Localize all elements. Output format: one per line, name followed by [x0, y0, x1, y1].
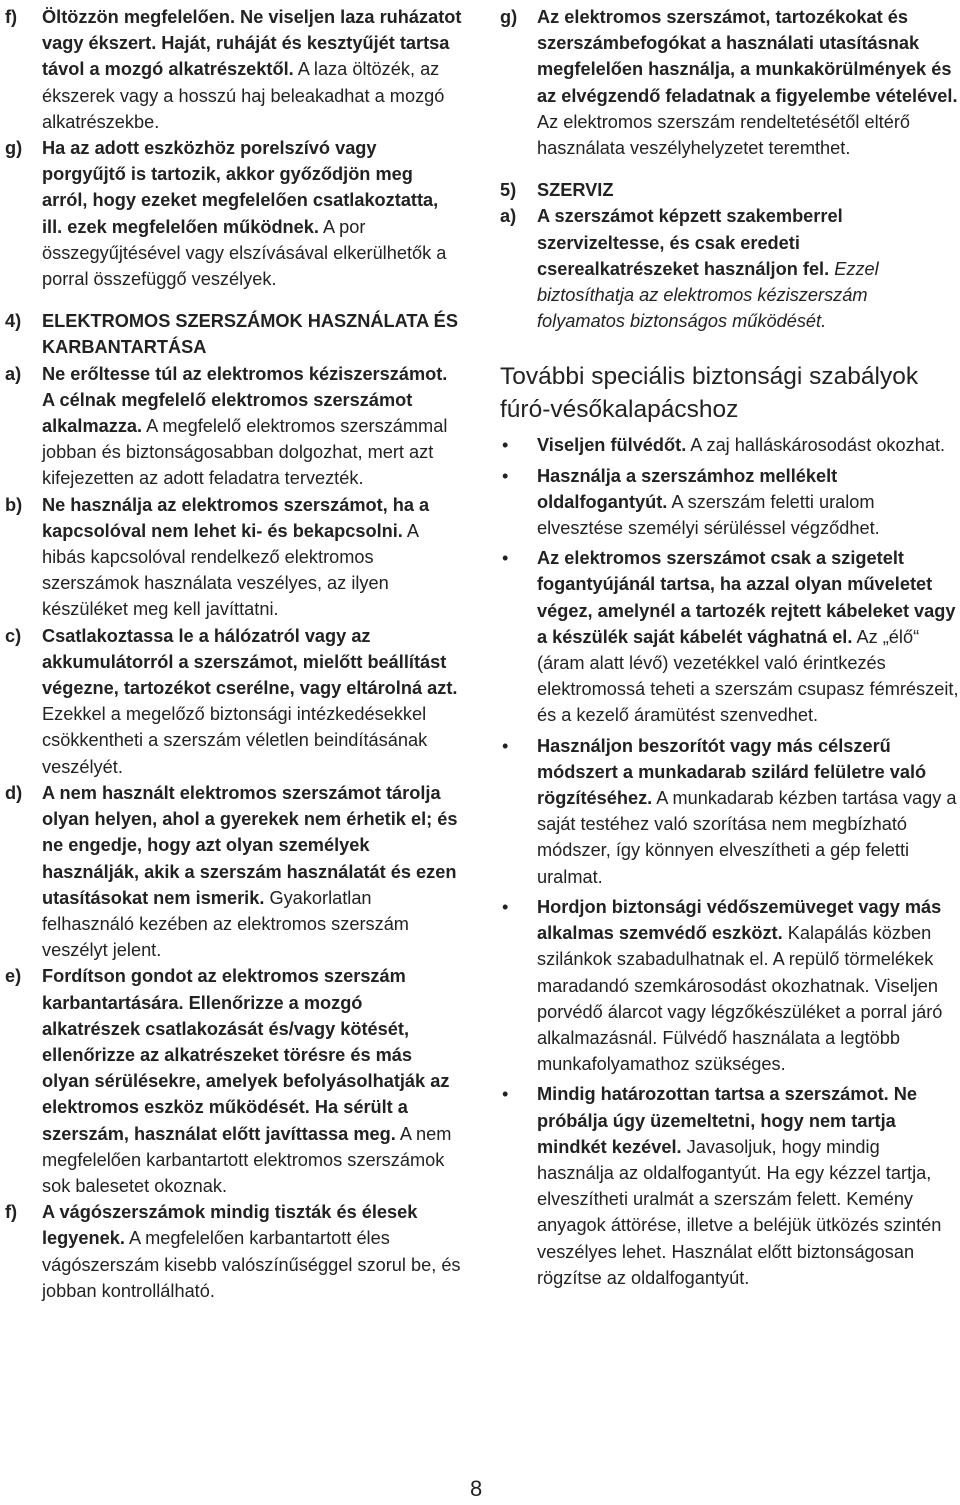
instruction-a-service: [500, 203, 960, 334]
instruction-b-switch: [5, 492, 462, 623]
item-bold-text: A vágószerszámok mindig tiszták és élesek legyenek.: [42, 1202, 418, 1249]
bullet-clamp-workpiece: [500, 733, 960, 890]
item-bold-text: Ha az adott eszközhöz porelszívó vagy porgyűjtő is tartozik, akkor győződjön meg arról, hogy ezeket megfelelően csatlakoztatta, ill. ezek megfelelően működnek.: [42, 138, 439, 237]
bullet-marker: •: [502, 735, 509, 756]
section-title: ELEKTROMOS SZERSZÁMOK HASZNÁLATA ÉS KARBANTARTÁSA: [42, 311, 458, 358]
section-heading-5: [500, 177, 960, 203]
item-italic-text: Ezzel biztosíthatja az elektromos kéziszerszám folyamatos biztonságos működését.: [537, 258, 879, 332]
bullet-bold-text: Használja a szerszámhoz mellékelt oldalfogantyút.: [537, 465, 838, 512]
right-column: [500, 0, 960, 1291]
item-bold-text: Ne használja az elektromos szerszámot, ha a kapcsolóval nem lehet ki- és bekapcsolni.: [42, 494, 430, 541]
item-normal-text: A laza öltözék, az ékszerek vagy a hosszú haj beleakadhat a mozgó alkatrészekbe.: [42, 59, 445, 132]
instruction-e-maintenance: [5, 963, 462, 1199]
item-label: d): [5, 782, 23, 803]
section-heading-4: [5, 308, 462, 360]
item-bold-text: Az elektromos szerszámot, tartozékokat és szerszámbefogókat a használati utasításnak megfelelően használja, a munkakörülmények és az elvégzendő feladatnak a figyelembe vételével.: [537, 7, 958, 106]
item-label: a): [500, 206, 517, 227]
instruction-a-no-force: [5, 361, 462, 492]
bullet-marker: •: [502, 435, 509, 456]
item-bold-text: Öltözzön megfelelően. Ne viseljen laza ruházatot vagy ékszert. Haját, ruháját és kesztyűjét tartsa távol a mozgó alkatrészektől.: [42, 7, 462, 80]
item-label: b): [5, 494, 23, 515]
item-normal-text: A nem megfelelően karbantartott elektromos szerszámok sok balesetet okoznak.: [42, 1123, 452, 1196]
bullet-bold-text: Mindig határozottan tartsa a szerszámot. Ne próbálja úgy üzemeltetni, hogy nem tartja mindkét kezével.: [537, 1084, 917, 1157]
instruction-g-proper-use: [500, 4, 960, 161]
item-normal-text: A hibás kapcsolóval rendelkező elektromos szerszámok használata veszélyes, az ilyen készüléket meg kell javíttatni.: [42, 520, 419, 620]
item-normal-text: A megfelelő elektromos szerszámmal jobban és biztonságosabban dolgozhat, mert azt kifejezetten az adott feladatra tervezték.: [42, 416, 448, 489]
item-label: f): [5, 7, 18, 27]
bullet-two-hand-grip: [500, 1081, 960, 1291]
item-bold-text: Ne erőltesse túl az elektromos kéziszerszámot. A célnak megfelelő elektromos szerszámot alkalmazza.: [42, 363, 448, 437]
section-number: 4): [5, 311, 22, 332]
bullet-side-handle: [500, 463, 960, 542]
bullet-normal-text: A munkadarab kézben tartása vagy a saját testéhez való szorítása nem megbízható módszer, így könnyen elveszítheti a gép feletti uralmat.: [537, 788, 957, 887]
item-label: g): [500, 7, 518, 27]
item-bold-text: Csatlakoztassa le a hálózatról vagy az akkumulátorról a szerszámot, mielőtt beállítást végezne, tartozékot cserélne, vagy eltárolná azt.: [42, 625, 458, 699]
item-normal-text: A por összegyűjtésével vagy elszívásával elkerülhetők a porral összefüggő veszélyek.: [42, 216, 447, 290]
bullet-marker: •: [502, 1084, 509, 1105]
item-label: e): [5, 966, 22, 987]
item-normal-text: Gyakorlatlan felhasználó kezében az elektromos szerszám veszélyt jelent.: [42, 887, 409, 961]
special-rules-title: További speciális biztonsági szabályok fúró-vésőkalapácshoz: [500, 363, 919, 424]
bullet-bold-text: Az elektromos szerszámot csak a szigetelt fogantyújánál tartsa, ha azzal olyan műveletet végez, amelynél a tartozék rejtett kábeleket vagy a készülék saját kábelét vághatná el.: [537, 548, 956, 647]
instruction-c-disconnect: [5, 623, 462, 780]
item-label: g): [5, 138, 23, 159]
item-bold-text: A nem használt elektromos szerszámot tárolja olyan helyen, ahol a gyerekek nem érhetik el; és ne engedje, hogy azt olyan személyek használják, akik a szerszám használatát és ezen utasításokat nem ismerik.: [42, 782, 458, 908]
item-normal-text: A megfelelően karbantartott éles vágószerszám kisebb valószínűséggel szorul be, és jobban kontrollálható.: [42, 1228, 461, 1301]
bullet-marker: •: [502, 465, 509, 486]
bullet-hearing-protection: [500, 432, 960, 458]
left-column: [5, 0, 462, 1304]
item-label: a): [5, 363, 22, 384]
instruction-g-dust: [5, 135, 462, 292]
item-bold-text: A szerszámot képzett szakemberrel szervizeltesse, és csak eredeti cserealkatrészeket használjon fel.: [537, 206, 843, 279]
bullet-bold-text: Viseljen fülvédőt.: [537, 435, 687, 456]
bullet-bold-text: Használjon beszorítót vagy más célszerű módszert a munkadarab szilárd felületre való rögzítéséhez.: [537, 735, 927, 809]
bullet-bold-text: Hordjon biztonsági védőszemüveget vagy más alkalmas szemvédő eszközt.: [537, 896, 942, 944]
instruction-f-clothing: [5, 4, 462, 135]
bullet-normal-text: Az „élő“ (áram alatt lévő) vezetékkel való érintkezés elektromossá teheti a szerszám csupasz fémrészeit, és a kezelő áramütést szenvedhet.: [537, 626, 959, 726]
bullet-normal-text: Kalapálás közben szilánkok szabadulhatnak el. A repülő törmelékek maradandó szemkárosodást okozhatnak. Viseljen porvédő álarcot vagy légzőkészüléket a porral járó alkalmazásnál. Fülvédő használata a legtöbb munkafolyamathoz szükséges.: [537, 923, 943, 1075]
bullet-insulated-grip: [500, 545, 960, 728]
bullet-normal-text: Javasoljuk, hogy mindig használja az oldalfogantyút. Ha egy kézzel tartja, elveszítheti uralmát a szerszám felett. Kemény anyagok áttörése, illetve a beléjük ütközés szintén veszélyes lehet. Használat előtt biztonságosan rögzítse az oldalfogantyút.: [537, 1136, 942, 1288]
section-number: 5): [500, 180, 517, 201]
item-normal-text: Az elektromos szerszám rendeltetésétől eltérő használata veszélyhelyzetet teremthet.: [537, 111, 911, 159]
item-label: c): [5, 625, 22, 646]
item-label: f): [5, 1202, 18, 1223]
section-title: SZERVIZ: [537, 180, 614, 201]
instruction-d-storage: [5, 780, 462, 963]
bullet-eye-protection: [500, 894, 960, 1077]
bullet-normal-text: A szerszám feletti uralom elvesztése személyi sérüléssel végződhet.: [537, 491, 880, 539]
item-normal-text: Ezekkel a megelőző biztonsági intézkedésekkel csökkentheti a szerszám véletlen beindításának veszélyét.: [42, 704, 428, 777]
bullet-marker: •: [502, 548, 509, 569]
bullet-normal-text: A zaj halláskárosodást okozhat.: [686, 435, 946, 456]
instruction-f-cutting-tools: [5, 1199, 462, 1304]
page-number: 8: [470, 1476, 483, 1501]
bullet-marker: •: [502, 896, 509, 917]
item-bold-text: Fordítson gondot az elektromos szerszám karbantartására. Ellenőrizze a mozgó alkatrészek csatlakozását és/vagy kötését, ellenőrizze az alkatrészeket törésre és más olyan sérülésekre, amelyek befolyásolhatják az elektromos eszköz működését. Ha sérült a szerszám, használat előtt javíttassa meg.: [42, 966, 450, 1144]
